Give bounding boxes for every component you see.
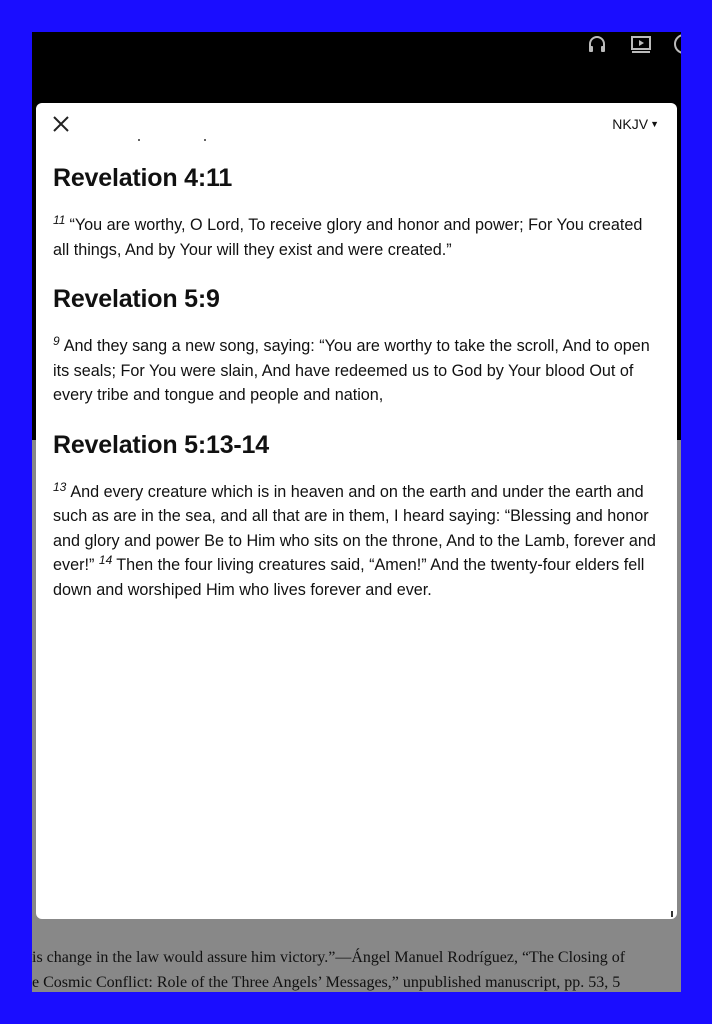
- passage-reference: Revelation 4:11: [53, 164, 233, 192]
- background-line-1: is change in the law would assure him victory.”—Ángel Manuel Rodríguez, “The Closing of: [32, 949, 626, 966]
- background-line-2: e Cosmic Conflict: Role of the Three Angels’ Messages,” unpublished manuscript, pp. 53, 5: [32, 974, 621, 991]
- scripture-modal: [36, 103, 677, 919]
- circle-icon[interactable]: [674, 34, 681, 54]
- verse-number: 11: [53, 213, 66, 227]
- verse-text: Then the four living creatures said, “Amen!” And the twenty-four elders fell down and worshiped Him who lives forever and ever.: [53, 556, 645, 599]
- scrollbar-thumb[interactable]: [671, 911, 673, 917]
- passage-text: [53, 480, 663, 603]
- verse-text: And every creature which is in heaven and on the earth and under the earth and such as are in the sea, and all that are in them, I heard saying: “Blessing and honor and glory and power Be to Him who sits on the throne, And to the Lamb, forever and ever!”: [53, 482, 656, 574]
- verse-number: 9: [53, 334, 60, 348]
- cutoff-text-remnant: [36, 139, 677, 149]
- background-article-text: [32, 920, 681, 992]
- version-selector[interactable]: [612, 116, 659, 132]
- caret-down-icon: ▼: [650, 119, 659, 129]
- passages-list: [53, 163, 663, 624]
- background-faded-line: [32, 920, 681, 945]
- headphones-icon[interactable]: [587, 34, 607, 59]
- verse-text: “You are worthy, O Lord, To receive glory and honor and power; For You created all things, And by Your will they exist and were created.”: [53, 216, 643, 259]
- version-label: NKJV: [612, 116, 649, 132]
- verse-text: And they sang a new song, saying: “You are worthy to take the scroll, And to open its seals; For You were slain, And have redeemed us to God by Your blood Out of every tribe and tongue and people and nation,: [53, 337, 650, 404]
- passage-text: [53, 213, 663, 262]
- close-icon: [50, 113, 72, 135]
- verse-number: 14: [98, 553, 113, 567]
- verse-number: 13: [53, 479, 67, 494]
- video-icon[interactable]: [630, 34, 652, 59]
- passage-reference: Revelation 5:13-14: [53, 430, 269, 459]
- passage-reference: Revelation 5:9: [53, 285, 220, 313]
- passage-text: [53, 334, 663, 408]
- close-button[interactable]: [50, 113, 72, 135]
